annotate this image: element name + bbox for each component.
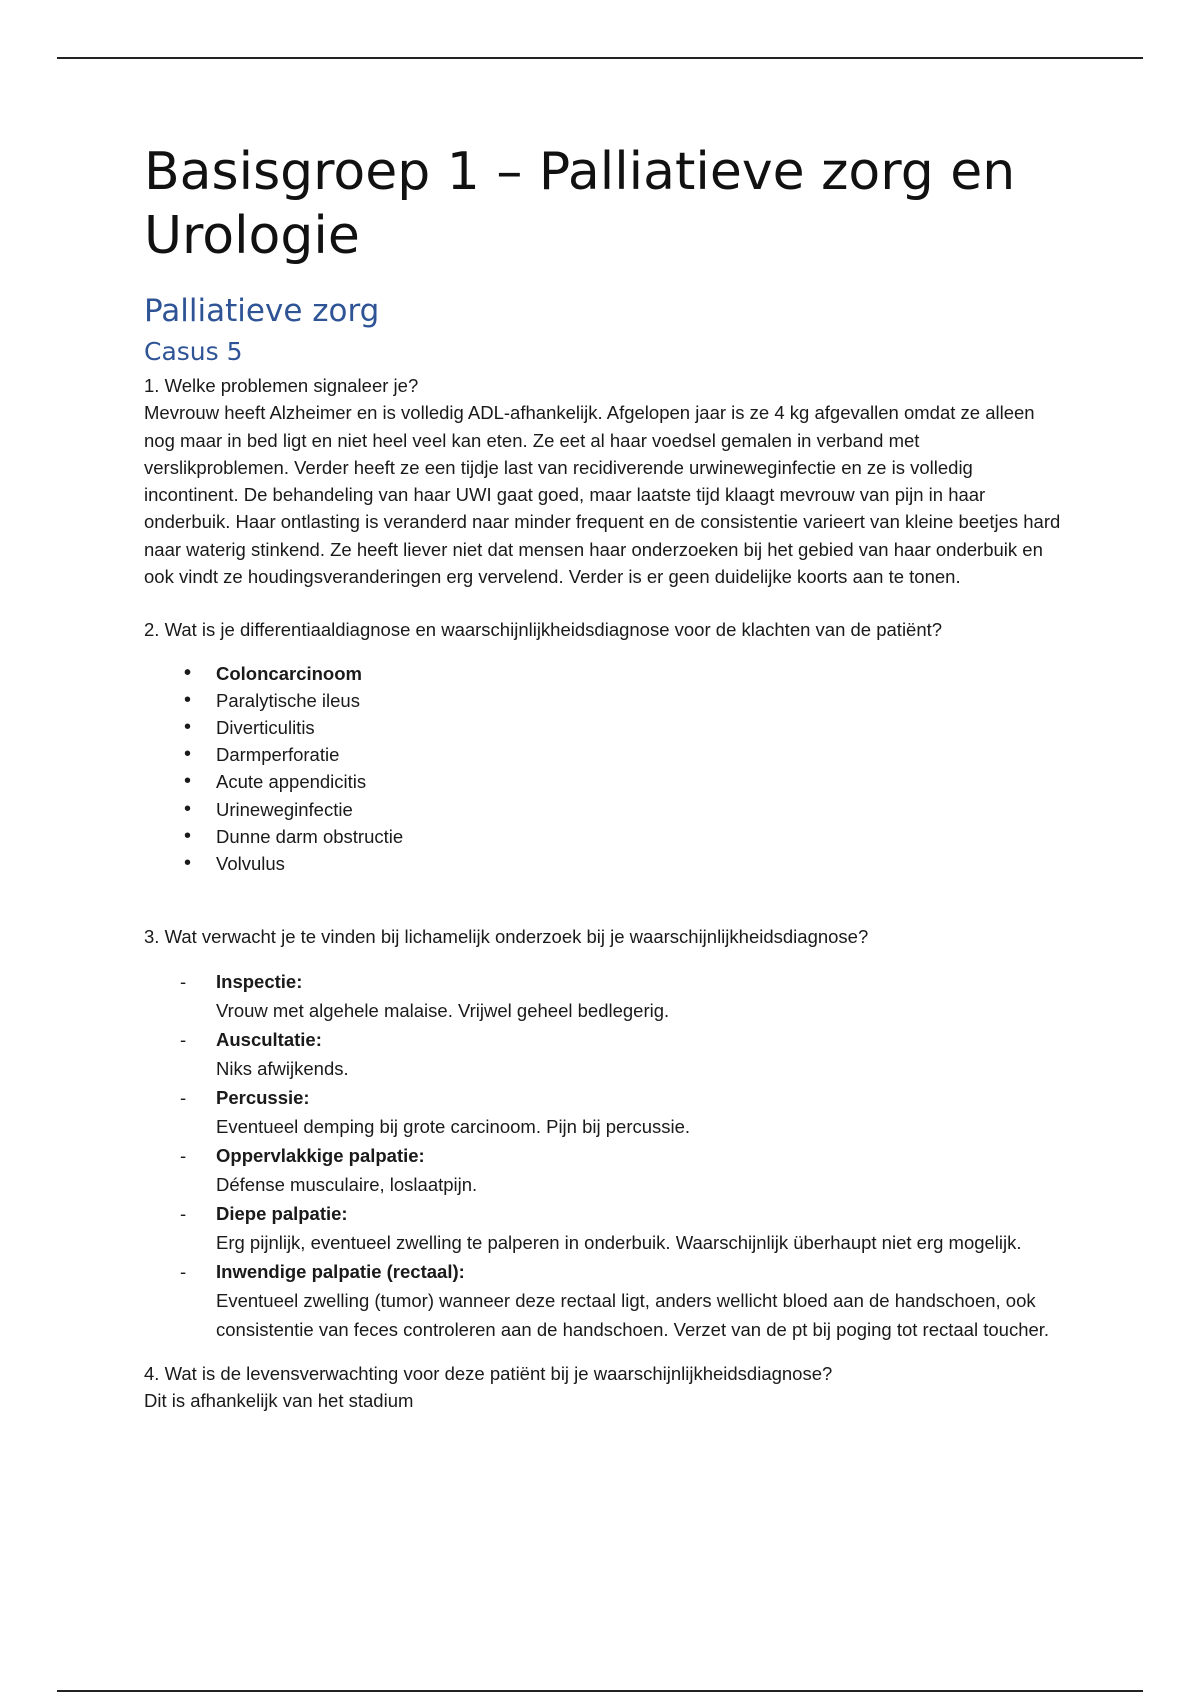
list-item: [180, 967, 1064, 1025]
document-title: Basisgroep 1 – Palliatieve zorg en Urologie: [144, 142, 1016, 266]
question-4: 4. Wat is de levensverwachting voor deze patiënt bij je waarschijnlijkheidsdiagnose?: [144, 1362, 833, 1384]
dash-icon: -: [180, 1260, 187, 1282]
exam-label: Inwendige palpatie (rectaal):: [216, 1260, 465, 1282]
top-divider: [57, 57, 1143, 59]
question-1: 1. Welke problemen signaleer je?: [144, 375, 419, 396]
answer-4: Dit is afhankelijk van het stadium: [144, 1389, 414, 1411]
list-item: • Acute appendicitis: [184, 768, 1064, 795]
exam-finding: Vrouw met algehele malaise. Vrijwel geheel bedlegerig.: [216, 999, 670, 1021]
list-item: • Diverticulitis: [184, 714, 1064, 741]
bullet-icon: •: [184, 743, 192, 766]
list-item: • Urineweginfectie: [184, 796, 1064, 823]
list-item: [180, 1257, 1064, 1344]
list-item: [180, 1025, 1064, 1083]
bullet-icon: •: [184, 824, 192, 847]
exam-label: Inspectie:: [216, 970, 303, 992]
bullet-icon: •: [184, 688, 192, 711]
exam-label: Auscultatie:: [216, 1028, 322, 1050]
exam-finding: Eventueel demping bij grote carcinoom. Pijn bij percussie.: [216, 1115, 691, 1137]
bullet-icon: •: [184, 716, 192, 739]
list-item: • Dunne darm obstructie: [184, 823, 1064, 850]
dash-icon: -: [180, 1144, 187, 1166]
exam-finding: Erg pijnlijk, eventueel zwelling te palperen in onderbuik. Waarschijnlijk überhaupt niet erg mogelijk.: [216, 1231, 1022, 1253]
dash-icon: -: [180, 1028, 187, 1050]
question-3: 3. Wat verwacht je te vinden bij lichamelijk onderzoek bij je waarschijnlijkheidsdiagnose?: [144, 926, 869, 948]
differential-diagnosis-list: [144, 660, 1064, 878]
exam-finding: Niks afwijkends.: [216, 1057, 349, 1079]
dash-icon: -: [180, 1202, 187, 1224]
exam-label: Percussie:: [216, 1086, 310, 1108]
exam-label: Diepe palpatie:: [216, 1202, 348, 1224]
document-page: [144, 140, 1064, 1414]
subsection-heading: Casus 5: [144, 337, 243, 366]
list-item: [180, 1199, 1064, 1257]
dash-icon: -: [180, 970, 187, 992]
list-item: • Volvulus: [184, 850, 1064, 877]
bullet-icon: •: [184, 661, 192, 684]
section-heading: Palliatieve zorg: [144, 293, 380, 329]
bullet-icon: •: [184, 770, 192, 793]
question-2: 2. Wat is je differentiaaldiagnose en waarschijnlijkheidsdiagnose voor de klachten van de patiënt?: [144, 619, 943, 641]
exam-finding: Défense musculaire, loslaatpijn.: [216, 1173, 478, 1195]
dash-icon: -: [180, 1086, 187, 1108]
bottom-divider: [57, 1690, 1143, 1692]
physical-exam-list: [144, 967, 1064, 1344]
list-item: • Paralytische ileus: [184, 687, 1064, 714]
bullet-icon: •: [184, 852, 192, 875]
list-item: • Darmperforatie: [184, 741, 1064, 768]
list-item: [180, 1083, 1064, 1141]
exam-label: Oppervlakkige palpatie:: [216, 1144, 425, 1166]
answer-1: Mevrouw heeft Alzheimer en is volledig ADL-afhankelijk. Afgelopen jaar is ze 4 kg afgevallen omdat ze alleen nog maar in bed ligt en niet heel veel kan eten. Ze eet al haar voedsel gemalen in verband met verslikproblemen. Verder heeft ze een tijdje last van recidiverende urwineweginfectie en ze is volledig incontinent. De behandeling van haar UWI gaat goed, maar laatste tijd klaagt mevrouw van pijn in haar onderbuik. Haar ontlasting is veranderd naar minder frequent en de consistentie varieert van kleine beetjes hard naar waterig stinkend. Ze heeft liever niet dat mensen haar onderzoeken bij het gebied van haar onderbuik en ook vindt ze houdingsveranderingen erg vervelend. Verder is er geen duidelijke koorts aan te tonen.: [144, 402, 1061, 588]
exam-finding: Eventueel zwelling (tumor) wanneer deze rectaal ligt, anders wellicht bloed aan de handschoen, ook consistentie van feces controleren aan de handschoen. Verzet van de pt bij poging tot rectaal toucher.: [216, 1289, 1050, 1340]
list-item: • Coloncarcinoom: [184, 660, 1064, 687]
bullet-icon: •: [184, 797, 192, 820]
list-item: [180, 1141, 1064, 1199]
